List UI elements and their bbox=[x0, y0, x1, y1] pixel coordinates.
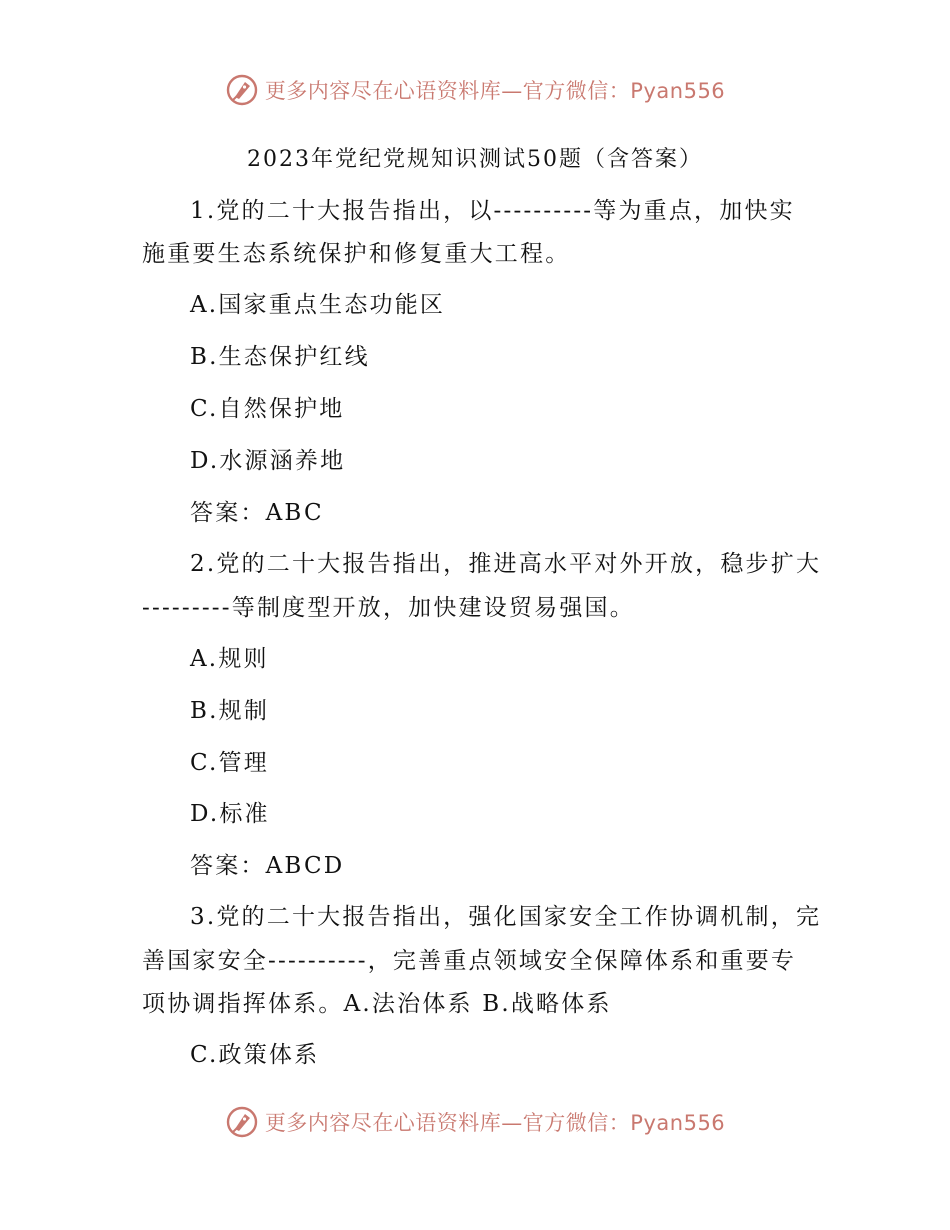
text-line: 善国家安全----------，完善重点领域安全保障体系和重要专 bbox=[142, 948, 797, 974]
text-line: 3.党的二十大报告指出，强化国家安全工作协调机制，完 bbox=[190, 904, 822, 930]
answer-line: 答案：ABC bbox=[190, 500, 324, 526]
option-line: A.国家重点生态功能区 bbox=[190, 292, 446, 318]
watermark-text: 更多内容尽在心语资料库—官方微信：Pyan556 bbox=[264, 79, 726, 103]
watermark-banner-top bbox=[0, 70, 950, 110]
option-line: A.规则 bbox=[190, 646, 269, 672]
option-line: B.生态保护红线 bbox=[190, 344, 370, 370]
option-line: D.标准 bbox=[190, 801, 270, 827]
text-line: ---------等制度型开放，加快建设贸易强国。 bbox=[142, 595, 635, 621]
option-line: B.规制 bbox=[190, 698, 270, 724]
watermark-banner-bottom bbox=[0, 1102, 950, 1142]
text-line: 项协调指挥体系。A.法治体系 B.战略体系 bbox=[142, 991, 612, 1017]
option-line: C.政策体系 bbox=[190, 1042, 320, 1068]
text-line: 2.党的二十大报告指出，推进高水平对外开放，稳步扩大 bbox=[190, 551, 822, 577]
pen-nib-icon bbox=[225, 73, 259, 107]
text-line: 1.党的二十大报告指出，以----------等为重点，加快实 bbox=[190, 198, 795, 224]
answer-line: 答案：ABCD bbox=[190, 853, 345, 879]
text-line: 施重要生态系统保护和修复重大工程。 bbox=[142, 241, 571, 267]
option-line: C.管理 bbox=[190, 750, 269, 776]
option-line: D.水源涵养地 bbox=[190, 448, 346, 474]
option-line: C.自然保护地 bbox=[190, 396, 345, 422]
document-title: 2023年党纪党规知识测试50题（含答案） bbox=[247, 147, 703, 172]
watermark-text: 更多内容尽在心语资料库—官方微信：Pyan556 bbox=[264, 1111, 726, 1135]
pen-nib-icon bbox=[225, 1105, 259, 1139]
